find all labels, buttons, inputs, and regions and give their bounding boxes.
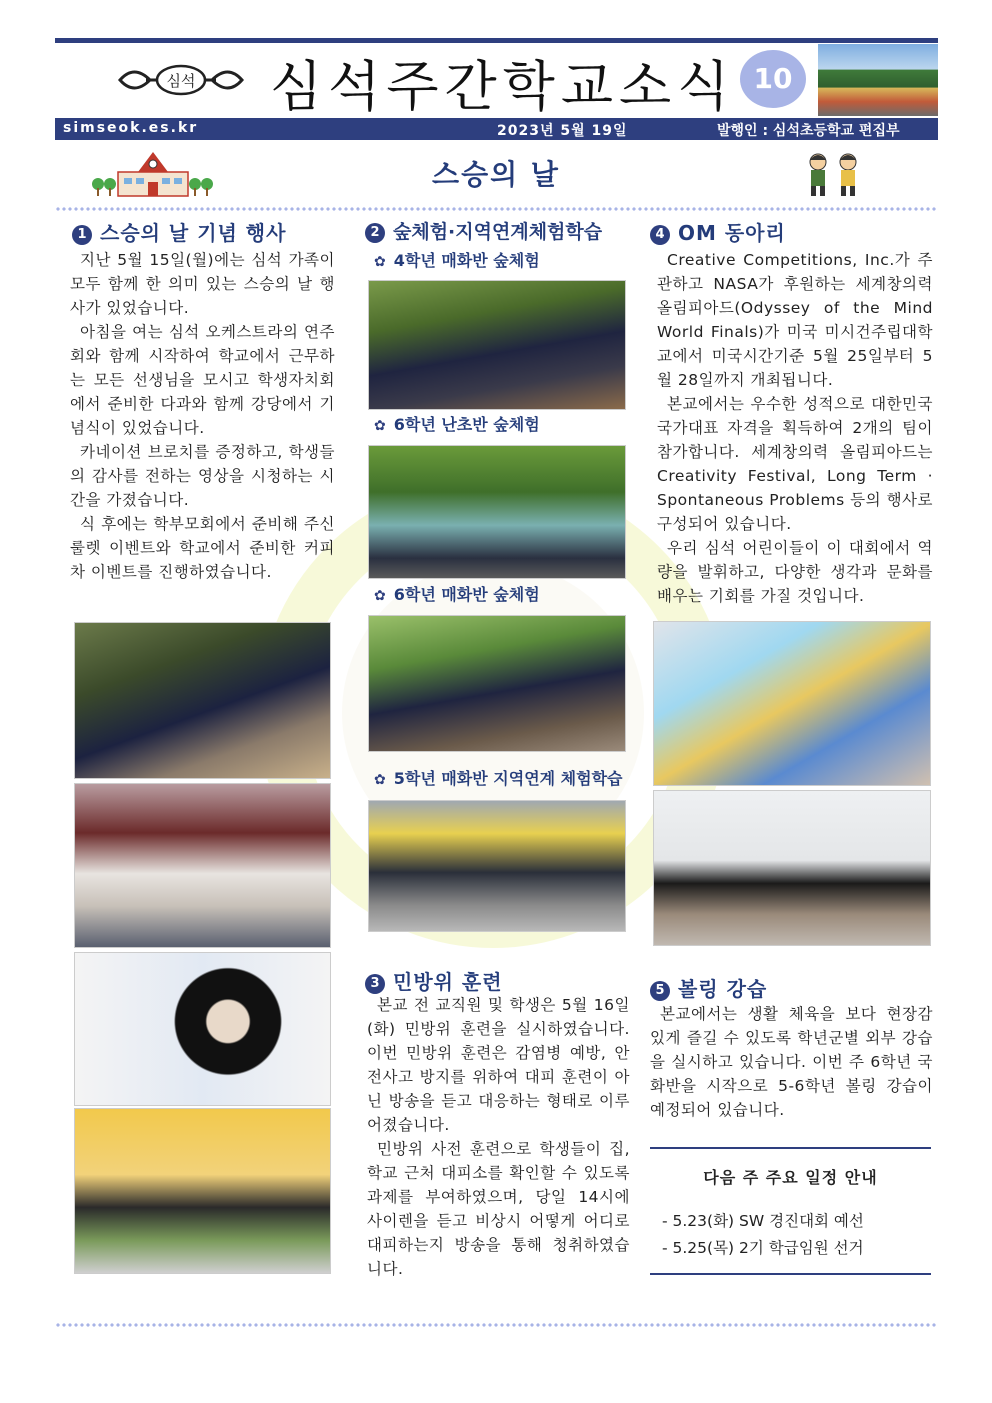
coffee-truck-photo <box>74 1108 331 1274</box>
heading-civil-defense <box>365 966 503 995</box>
auditorium-ceremony-photo <box>74 783 331 948</box>
paragraph: 본교에서는 우수한 성적으로 대한민국 국가대표 자격을 획득하여 2개의 팀이 참가합니다. 세계창의력 올림피아드는 Creativity Festival, Long Term · Spontaneous Problems 등의 행사로 구성되어 있습니다. <box>657 395 933 533</box>
schedule-item: - 5.25(목) 2기 학급임원 선거 <box>662 1239 864 1257</box>
students-icon <box>800 150 870 200</box>
issue-date: 2023년 5월 19일 <box>497 123 628 139</box>
number-badge: 2 <box>365 223 385 243</box>
paragraph: 본교 전 교직원 및 학생은 5월 16일(화) 민방위 훈련을 실시하였습니다. 이번 민방위 훈련은 감염병 예방, 안전사고 방지를 위하여 대피 훈련이 아닌 방송을 듣고 대응하는 형태로 이루어졌습니다. <box>367 996 630 1134</box>
forest-photo-6th-grade-maehwa <box>368 615 626 752</box>
heading-text: OM 동아리 <box>678 221 786 245</box>
paragraph: 본교에서는 생활 체육을 보다 현장감 있게 즐길 수 있도록 학년군별 외부 강습을 실시하고 있습니다. 이번 주 6학년 국화반을 시작으로 5-6학년 볼링 강습이 예정되어 있습니다. <box>650 1005 933 1119</box>
photo-caption: ✿ 4학년 매화반 숲체험 <box>374 251 540 270</box>
orchestra-photo <box>74 622 331 779</box>
issue-number: 10 <box>740 50 806 108</box>
paragraph: 지난 5월 15일(월)에는 심석 가족이 모두 함께 한 의미 있는 스승의 날 행사가 있었습니다. <box>70 251 335 317</box>
teachers-day-article <box>70 248 335 584</box>
newsletter-title: 심석주간학교소식 <box>270 55 736 118</box>
local-field-trip-photo <box>368 800 626 932</box>
schedule-item: - 5.23(화) SW 경진대회 예선 <box>662 1212 864 1230</box>
om-club-photo-1 <box>653 621 931 786</box>
heading-teachers-day <box>72 217 286 246</box>
paragraph: Creative Competitions, Inc.가 주관하고 NASA가 후원하는 세계창의력올림피아드(Odyssey of the Mind World Finals)가 미국 미시건주립대학교에서 미국시간기준 5월 25일부터 5월 28일까지 개최됩니다. <box>657 251 933 389</box>
paragraph: 식 후에는 학부모회에서 준비해 주신 룰렛 이벤트와 학교에서 준비한 커피차 이벤트를 진행하였습니다. <box>70 515 335 581</box>
footer-divider <box>55 1322 938 1328</box>
roulette-event-photo <box>74 952 331 1106</box>
info-bar <box>55 118 938 140</box>
paragraph: 카네이션 브로치를 증정하고, 학생들의 감사를 전하는 영상을 시청하는 시간을 가졌습니다. <box>70 443 335 509</box>
photo-caption: ✿ 6학년 매화반 숲체험 <box>374 585 540 604</box>
schedule-title: 다음 주 주요 일정 안내 <box>703 1168 878 1187</box>
photo-caption: ✿ 6학년 난초반 숲체험 <box>374 415 540 434</box>
section-title: 스승의 날 <box>432 158 560 191</box>
photo-caption: ✿ 5학년 매화반 지역연계 체험학습 <box>374 769 623 788</box>
logo-text: 심석 <box>166 72 196 90</box>
number-badge: 4 <box>650 225 670 245</box>
school-logo <box>116 60 246 100</box>
section-divider <box>55 206 938 212</box>
paragraph: 민방위 사전 훈련으로 학생들이 집, 학교 근처 대피소를 확인할 수 있도록 과제를 부여하였으며, 당일 14시에 사이렌을 듣고 비상시 어떻게 어디로 대피하는지 방송을 통해 청취하였습니다. <box>367 1140 630 1278</box>
heading-text: 민방위 훈련 <box>393 970 503 994</box>
paragraph: 아침을 여는 심석 오케스트라의 연주회와 함께 시작하여 학교에서 근무하는 모든 선생님을 모시고 학생자치회에서 준비한 다과와 함께 강당에서 기념식이 있었습니다. <box>70 323 335 437</box>
heading-bowling <box>650 973 767 1002</box>
publisher: 발행인 : 심석초등학교 편집부 <box>717 123 900 139</box>
civil-defense-article <box>367 993 630 1281</box>
flower-icon: ✿ <box>374 772 386 788</box>
heading-text: 숲체험·지역연계체험학습 <box>393 221 603 243</box>
heading-text: 볼링 강습 <box>678 977 768 1001</box>
heading-om-club <box>650 217 786 246</box>
website-link[interactable]: simseok.es.kr <box>63 120 199 136</box>
schedule-bottom-rule <box>650 1273 931 1275</box>
flower-icon: ✿ <box>374 418 386 434</box>
heading-forest-experience <box>365 217 602 244</box>
paragraph: 우리 심석 어린이들이 이 대회에서 역량을 발휘하고, 다양한 생각과 문화를 배우는 기회를 가질 것입니다. <box>657 539 933 605</box>
forest-photo-6th-grade-nancho <box>368 445 626 579</box>
bowling-article <box>650 1002 933 1122</box>
om-club-article <box>657 248 933 608</box>
flower-icon: ✿ <box>374 588 386 604</box>
heading-text: 스승의 날 기념 행사 <box>100 221 287 245</box>
forest-photo-4th-grade <box>368 280 626 410</box>
om-club-photo-2 <box>653 790 931 946</box>
top-rule <box>55 38 938 43</box>
number-badge: 1 <box>72 225 92 245</box>
number-badge: 3 <box>365 974 385 994</box>
school-building-photo <box>818 44 938 116</box>
schedule-top-rule <box>650 1147 931 1149</box>
flower-icon: ✿ <box>374 254 386 270</box>
number-badge: 5 <box>650 981 670 1001</box>
